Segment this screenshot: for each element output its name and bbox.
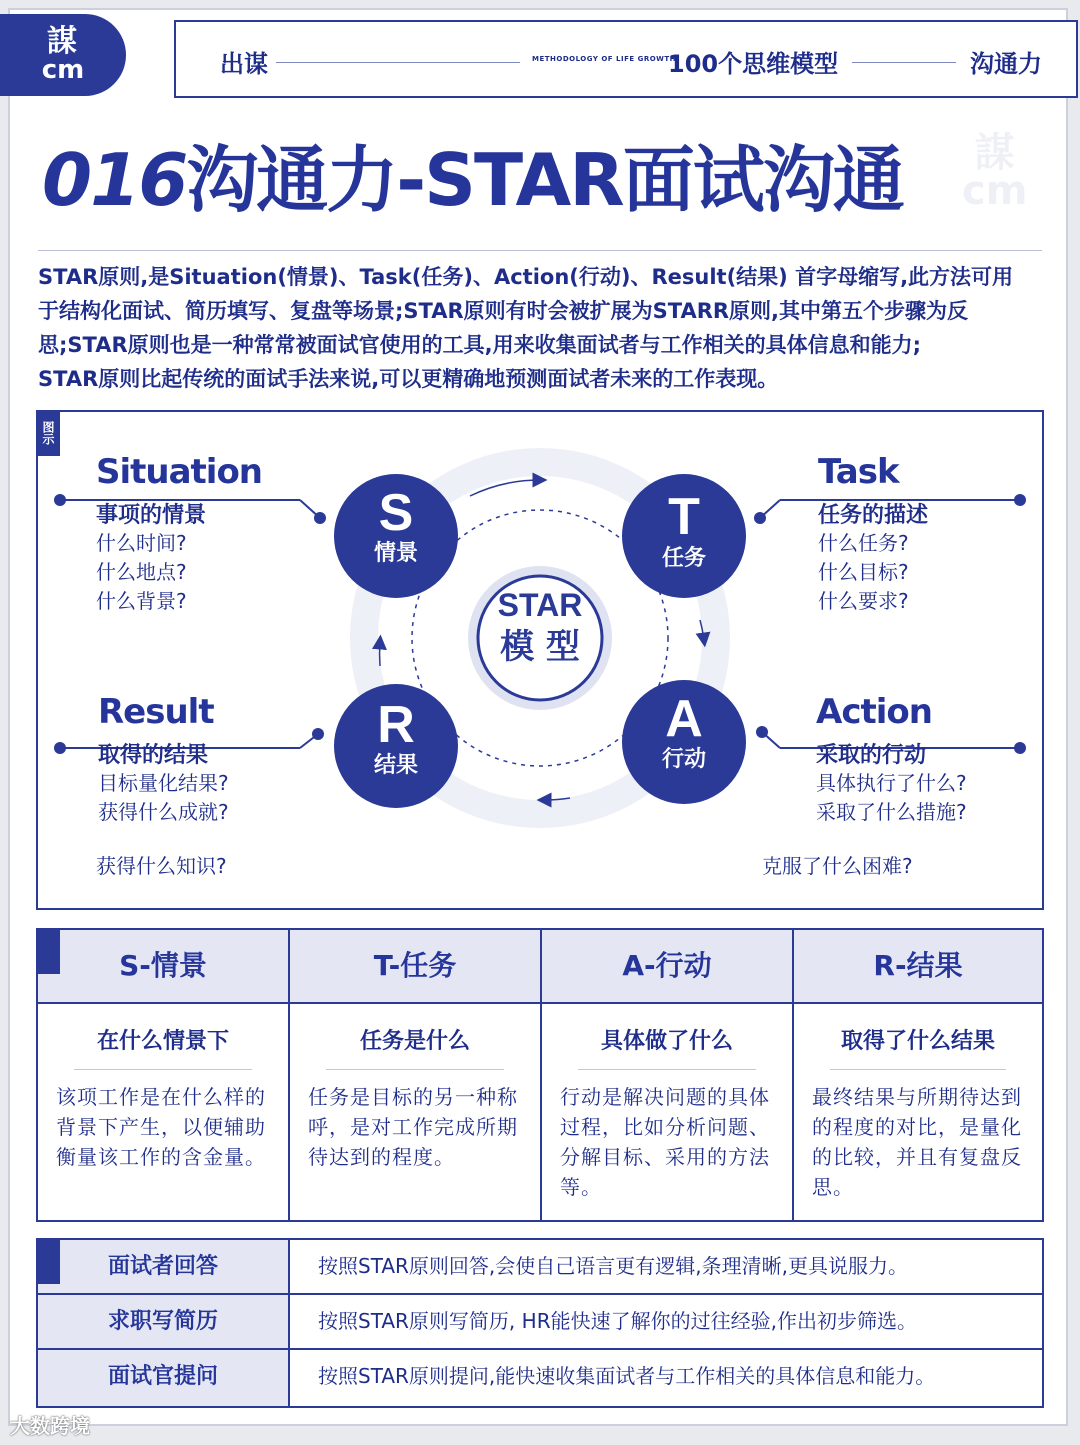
situation-question: 什么地点?	[96, 560, 187, 584]
logo-letters: cm	[41, 55, 85, 85]
action-heading: Action	[816, 692, 932, 732]
intro-line: 于结构化面试、简历填写、复盘等场景;STAR原则有时会被扩展为STARR原则,其中第五个步骤为反	[38, 299, 969, 323]
action-subtitle: 采取的行动	[816, 743, 927, 768]
header-bar	[174, 20, 1078, 98]
column-body: 行动是解决问题的具体过程，比如分析问题、分解目标、采用的方法等。	[560, 1085, 770, 1199]
node-a-label: 行动	[661, 747, 707, 772]
connector-dot	[756, 726, 768, 738]
ghost-logo: 謀 cm	[962, 130, 1028, 214]
situation-question: 什么背景?	[96, 589, 187, 613]
brand-logo	[0, 14, 126, 96]
connector-dot	[314, 512, 326, 524]
column-header: A-行动	[542, 930, 792, 1004]
usage-row-text: 按照STAR原则提问,能快速收集面试者与工作相关的具体信息和能力。	[318, 1364, 936, 1388]
logo-glyph: 謀	[47, 24, 79, 59]
connector-dot	[1014, 742, 1026, 754]
connector-dot	[54, 742, 66, 754]
task-question: 什么任务?	[818, 531, 909, 555]
column-body: 任务是目标的另一种称呼，是对工作完成所期待达到的程度。	[308, 1085, 518, 1169]
node-t-letter: T	[668, 488, 700, 546]
table-column	[38, 930, 290, 1220]
column-body: 最终结果与所期待达到的程度的对比，是量化的比较，并且有复盘反思。	[812, 1085, 1022, 1199]
column-header: T-任务	[290, 930, 540, 1004]
header-divider	[852, 62, 956, 63]
result-question: 获得什么知识?	[96, 854, 227, 878]
table-column	[542, 930, 794, 1220]
header-topic-label: 沟通力	[970, 50, 1042, 78]
task-block	[818, 452, 928, 616]
header-series-label: 100个思维模型	[668, 50, 839, 78]
column-question: 具体做了什么	[578, 1024, 756, 1070]
result-heading: Result	[98, 692, 214, 732]
result-subtitle: 取得的结果	[98, 743, 209, 768]
star-table	[36, 928, 1044, 1222]
table-column	[290, 930, 542, 1220]
column-question: 在什么情景下	[74, 1024, 252, 1070]
result-question: 获得什么成就?	[98, 800, 229, 824]
situation-subtitle: 事项的情景	[96, 503, 207, 528]
connector-dot	[312, 728, 324, 740]
node-r-letter: R	[377, 696, 415, 754]
connector-dot	[54, 494, 66, 506]
center-title: STAR	[497, 587, 583, 623]
connector-dot	[754, 512, 766, 524]
node-s-letter: S	[378, 484, 414, 542]
title-text: 沟通力-STAR面试沟通	[186, 138, 903, 222]
action-question: 克服了什么困难?	[762, 854, 913, 878]
diagram-tag: 图示	[36, 410, 60, 456]
header-tagline: METHODOLOGY OF LIFE GROWTH	[532, 55, 677, 63]
task-heading: Task	[818, 452, 899, 492]
situation-question: 什么时间?	[96, 531, 187, 555]
header-divider	[276, 62, 520, 63]
usage-row	[38, 1240, 1042, 1295]
usage-row	[38, 1295, 1042, 1350]
page-title	[42, 122, 903, 226]
action-question: 具体执行了什么?	[816, 771, 967, 795]
connector-dot	[1014, 494, 1026, 506]
action-question: 采取了什么措施?	[816, 800, 967, 824]
column-body: 该项工作是在什么样的背景下产生，以便辅助衡量该工作的含金量。	[56, 1085, 266, 1169]
usage-row-label: 面试者回答	[38, 1240, 290, 1293]
node-s-label: 情景	[373, 541, 419, 566]
column-question: 任务是什么	[326, 1024, 504, 1070]
action-block	[816, 692, 967, 827]
situation-block	[96, 452, 262, 616]
node-a-letter: A	[665, 690, 703, 748]
column-header: R-结果	[794, 930, 1042, 1004]
result-block	[98, 692, 229, 827]
intro-line: STAR原则比起传统的面试手法来说,可以更精确地预测面试者未来的工作表现。	[38, 367, 779, 391]
column-header: S-情景	[38, 930, 288, 1004]
usage-row	[38, 1350, 1042, 1406]
usage-row-text: 按照STAR原则写简历, HR能快速了解你的过往经验,作出初步筛选。	[318, 1309, 917, 1333]
usage-row-text: 按照STAR原则回答,会使自己语言更有逻辑,条理清晰,更具说服力。	[318, 1254, 909, 1278]
header-left-label: 出谋	[220, 50, 268, 78]
table-tab-marker	[36, 928, 60, 974]
center-subtitle: 模 型	[500, 627, 580, 667]
title-number: 016	[42, 138, 187, 222]
intro-paragraph	[38, 260, 1042, 396]
intro-line: 思;STAR原则也是一种常常被面试官使用的工具,用来收集面试者与工作相关的具体信息和能力;	[38, 333, 922, 357]
column-question: 取得了什么结果	[830, 1024, 1006, 1070]
rows-tab-marker	[36, 1238, 60, 1284]
task-question: 什么目标?	[818, 560, 909, 584]
situation-heading: Situation	[96, 452, 263, 492]
node-t-label: 任务	[661, 546, 707, 571]
usage-row-label: 求职写简历	[38, 1295, 290, 1348]
title-rule	[38, 250, 1042, 251]
watermark: 大数跨境	[10, 1414, 90, 1438]
intro-line: STAR原则,是Situation(情景)、Task(任务)、Action(行动)、Result(结果) 首字母缩写,此方法可用	[38, 265, 1014, 289]
usage-row-label: 面试官提问	[38, 1350, 290, 1406]
task-question: 什么要求?	[818, 589, 909, 613]
result-question: 目标量化结果?	[98, 771, 229, 795]
task-subtitle: 任务的描述	[818, 503, 929, 528]
node-r-label: 结果	[373, 753, 419, 778]
table-column	[794, 930, 1042, 1220]
usage-rows	[36, 1238, 1044, 1408]
